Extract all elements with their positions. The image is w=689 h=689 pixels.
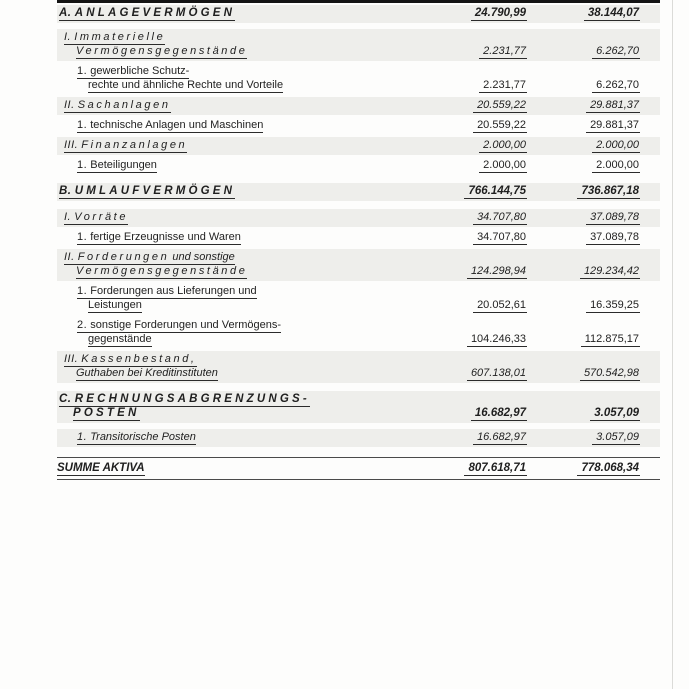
row-prefix: 1. xyxy=(77,431,88,443)
row-beteiligungen xyxy=(57,157,660,175)
row-label xyxy=(57,99,412,113)
row-sachanlagen xyxy=(57,97,660,115)
row-forderungen-sonstige xyxy=(57,249,660,281)
row-title-line2: Vermögensgegenstände xyxy=(76,45,248,57)
amount-col2: 736.867,18 xyxy=(527,185,640,199)
row-title-suffix: und sonstige xyxy=(172,251,235,263)
row-prefix: 1. xyxy=(77,65,88,77)
amount-col1: 34.707,80 xyxy=(412,231,527,245)
row-title: Sachanlagen xyxy=(77,99,171,111)
row-forderungen-lieferungen xyxy=(57,283,660,315)
row-title: technische Anlagen und Maschinen xyxy=(90,119,264,131)
amount-col1: 104.246,33 xyxy=(412,333,527,347)
row-title-line2: Vermögensgegenstände xyxy=(76,265,248,277)
amount-col2: 112.875,17 xyxy=(527,333,640,347)
row-title: RECHNUNGSABGRENZUNGS- xyxy=(74,393,310,405)
page-edge-line xyxy=(672,0,673,689)
amount-col1: 20.559,22 xyxy=(412,119,527,133)
row-summe-aktiva xyxy=(57,458,660,479)
amount-col2: 38.144,07 xyxy=(527,7,640,21)
amount-col2: 37.089,78 xyxy=(527,211,640,225)
row-title: fertige Erzeugnisse und Waren xyxy=(90,231,241,243)
row-label xyxy=(57,139,412,153)
row-label xyxy=(57,31,412,59)
row-prefix: 1. xyxy=(77,285,88,297)
amount-col1: 34.707,80 xyxy=(412,211,527,225)
top-border-bar xyxy=(57,0,660,3)
row-umlaufvermoegen xyxy=(57,183,660,201)
amount-col2: 2.000,00 xyxy=(527,159,640,173)
row-prefix: III. xyxy=(64,139,79,151)
row-prefix: I. xyxy=(64,31,72,43)
row-prefix: 1. xyxy=(77,159,88,171)
row-title-line2: Leistungen xyxy=(88,299,142,311)
row-label xyxy=(57,211,412,225)
row-title: Vorräte xyxy=(74,211,129,223)
row-transitorische-posten xyxy=(57,429,660,447)
amount-col2: 29.881,37 xyxy=(527,119,640,133)
row-title: Beteiligungen xyxy=(90,159,157,171)
row-label xyxy=(57,393,412,421)
amount-col2: 6.262,70 xyxy=(527,45,640,59)
row-prefix: 1. xyxy=(77,231,88,243)
amount-col1: 2.000,00 xyxy=(412,139,527,153)
amount-col1: 2.231,77 xyxy=(412,45,527,59)
row-fertige-erzeugnisse xyxy=(57,229,660,247)
amount-col2: 2.000,00 xyxy=(527,139,640,153)
row-label xyxy=(57,119,412,133)
amount-col2: 6.262,70 xyxy=(527,79,640,93)
row-title: sonstige Forderungen und Vermögens- xyxy=(90,319,282,331)
row-sonstige-forderungen xyxy=(57,317,660,349)
row-prefix: III. xyxy=(64,353,79,365)
row-gewerbliche-schutzrechte xyxy=(57,63,660,95)
row-title: Kassenbestand, xyxy=(81,353,197,365)
row-kassenbestand xyxy=(57,351,660,383)
row-label xyxy=(57,7,412,21)
row-prefix: I. xyxy=(64,211,72,223)
amount-col2: 3.057,09 xyxy=(527,431,640,445)
row-title: Immaterielle xyxy=(74,31,166,43)
row-vorraete xyxy=(57,209,660,227)
row-title: ANLAGEVERMÖGEN xyxy=(74,7,236,19)
amount-col1: 20.559,22 xyxy=(412,99,527,113)
amount-col1: 20.052,61 xyxy=(412,299,527,313)
row-prefix: 2. xyxy=(77,319,88,331)
row-finanzanlagen xyxy=(57,137,660,155)
amount-col1: 766.144,75 xyxy=(412,185,527,199)
amount-col2: 16.359,25 xyxy=(527,299,640,313)
row-prefix: II. xyxy=(64,99,75,111)
row-title: UMLAUFVERMÖGEN xyxy=(74,185,236,197)
row-prefix: 1. xyxy=(77,119,88,131)
amount-col2: 570.542,98 xyxy=(527,367,640,381)
amount-col1: 607.138,01 xyxy=(412,367,527,381)
row-prefix: C. xyxy=(59,393,72,405)
row-title-line2: rechte und ähnliche Rechte und Vorteile xyxy=(88,79,284,91)
amount-col2: 29.881,37 xyxy=(527,99,640,113)
amount-col1: 24.790,99 xyxy=(412,7,527,21)
row-prefix: II. xyxy=(64,251,75,263)
row-title-line2: gegenstände xyxy=(88,333,152,345)
balance-sheet-table xyxy=(57,5,660,480)
row-label xyxy=(57,251,412,279)
row-title-line2: Guthaben bei Kreditinstituten xyxy=(76,367,218,379)
amount-col2: 37.089,78 xyxy=(527,231,640,245)
amount-col1: 16.682,97 xyxy=(412,431,527,445)
total-amount-col1: 807.618,71 xyxy=(412,462,527,476)
amount-col1: 16.682,97 xyxy=(412,407,527,421)
row-prefix: A. xyxy=(59,7,72,19)
row-label xyxy=(57,185,412,199)
total-amount-col2: 778.068,34 xyxy=(527,462,640,476)
row-prefix: B. xyxy=(59,185,72,197)
row-label xyxy=(57,231,412,245)
row-title: gewerbliche Schutz- xyxy=(90,65,190,77)
row-immaterielle-vermoegensgegenstaende xyxy=(57,29,660,61)
row-label xyxy=(57,353,412,381)
row-technische-anlagen xyxy=(57,117,660,135)
row-label xyxy=(57,431,412,445)
amount-col1: 124.298,94 xyxy=(412,265,527,279)
row-label xyxy=(57,159,412,173)
row-title: Forderungen aus Lieferungen und xyxy=(90,285,257,297)
amount-col2: 129.234,42 xyxy=(527,265,640,279)
row-title: Transitorische Posten xyxy=(90,431,196,443)
amount-col1: 2.000,00 xyxy=(412,159,527,173)
row-title: Forderungen xyxy=(77,251,170,263)
row-anlagevermoegen xyxy=(57,5,660,23)
row-label xyxy=(57,285,412,313)
total-title: SUMME AKTIVA xyxy=(57,462,145,474)
row-rechnungsabgrenzungsposten xyxy=(57,391,660,423)
amount-col2: 3.057,09 xyxy=(527,407,640,421)
amount-col1: 2.231,77 xyxy=(412,79,527,93)
total-rule-bottom xyxy=(57,479,660,480)
row-label xyxy=(57,65,412,93)
row-title-line2: POSTEN xyxy=(73,407,140,419)
row-label xyxy=(57,319,412,347)
total-label xyxy=(57,462,412,476)
row-title: Finanzanlagen xyxy=(81,139,188,151)
